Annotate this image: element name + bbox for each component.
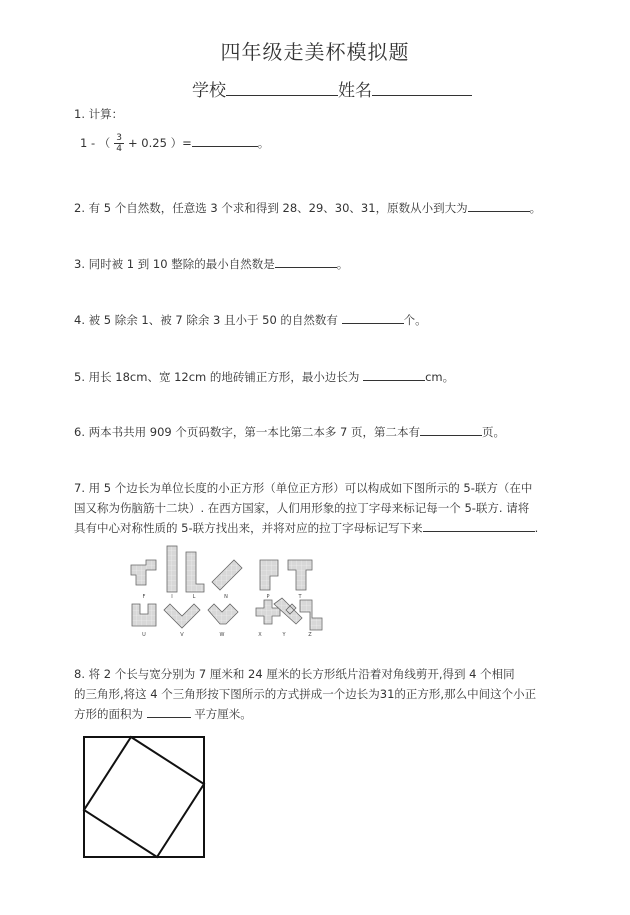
outer-square — [84, 737, 204, 857]
q3-end: 。 — [336, 257, 349, 271]
pentomino-F-shape — [131, 560, 156, 585]
pentomino-figure — [126, 540, 332, 640]
q3-question — [74, 254, 348, 274]
q8-line1: 8. 将 2 个长与宽分别为 7 厘米和 24 厘米的长方形纸片沿着对角线剪开,得到 4 个相同 — [74, 667, 515, 681]
pentomino-label-F: F — [142, 594, 146, 600]
pentomino-N-shape — [212, 560, 242, 590]
q2-end: 。 — [529, 201, 542, 215]
q2-answer-blank[interactable] — [468, 199, 530, 212]
pentomino-I-shape — [167, 546, 177, 592]
q8-line3-b: 平方厘米。 — [190, 707, 252, 721]
pentomino-label-X: X — [258, 632, 262, 638]
q1-frac-num: 3 — [116, 133, 123, 143]
q7-line1: 7. 用 5 个边长为单位长度的小正方形（单位正方形）可以构成如下图所示的 5-联方（在中 — [74, 481, 533, 495]
pentomino-label-Z: Z — [308, 632, 312, 638]
pentomino-label-W: W — [219, 632, 225, 638]
square-diagram — [82, 735, 206, 859]
q5-text: 5. 用长 18cm、宽 12cm 的地砖铺正方形，最小边长为 — [74, 370, 364, 384]
pentomino-label-V: V — [180, 632, 184, 638]
q4-answer-blank[interactable] — [342, 311, 404, 324]
name-blank[interactable] — [372, 81, 472, 96]
q1-mid: + 0.25 ）= — [128, 136, 192, 150]
q7-end: . — [534, 521, 539, 535]
pentomino-W-shape — [208, 604, 238, 624]
q3-answer-blank[interactable] — [275, 255, 337, 268]
inner-square — [84, 737, 204, 857]
q6-text: 6. 两本书共用 909 个页码数字，第一本比第二本多 7 页，第二本有 — [74, 425, 421, 439]
q6-question — [74, 422, 505, 442]
q2-text: 2. 有 5 个自然数，任意选 3 个求和得到 28、29、30、31，原数从小到大为 — [74, 201, 468, 215]
q1-expression — [80, 133, 269, 154]
q1-fraction — [114, 133, 124, 154]
pentomino-label-L: L — [192, 594, 196, 600]
page-title: 四年级走美杯模拟题 — [220, 40, 410, 64]
q8-line3-a: 方形的面积为 — [74, 707, 147, 721]
q4-end: 个。 — [403, 313, 427, 327]
q5-end: cm。 — [425, 370, 455, 384]
q2-question — [74, 198, 541, 218]
q3-text: 3. 同时被 1 到 10 整除的最小自然数是 — [74, 257, 275, 271]
q1-frac-den: 4 — [116, 144, 123, 154]
q6-answer-blank[interactable] — [420, 423, 482, 436]
q1-end: 。 — [257, 136, 270, 150]
q4-question — [74, 310, 427, 330]
pentomino-label-P: P — [266, 594, 270, 600]
q8-answer-blank[interactable] — [147, 705, 191, 718]
pentomino-U-shape — [132, 604, 156, 626]
q7-line2: 国又称为伤脑筋十二块）. 在西方国家，人们用形象的拉丁字母来标记每一个 5-联方. 请将 — [74, 501, 530, 515]
pentomino-label-T: T — [298, 594, 302, 600]
pentomino-T-shape — [288, 560, 312, 590]
pentomino-Z-shape — [300, 600, 322, 630]
name-label: 姓名 — [338, 81, 372, 101]
q5-answer-blank[interactable] — [363, 368, 425, 381]
pentomino-P-shape — [260, 560, 278, 590]
header-fields — [192, 76, 472, 101]
q7-line3 — [74, 518, 564, 538]
q1-answer-blank[interactable] — [192, 134, 258, 147]
pentomino-L-shape — [186, 552, 204, 592]
q7-line3-text: 具有中心对称性质的 5-联方找出来，并将对应的拉丁字母标记写下来 — [74, 521, 423, 535]
pentomino-label-N: N — [224, 594, 228, 600]
q8-line3 — [74, 704, 564, 724]
pentomino-label-Y: Y — [282, 632, 286, 638]
q7-answer-blank[interactable] — [423, 519, 535, 532]
q7-question — [74, 478, 564, 538]
q8-question — [74, 664, 564, 724]
school-label: 学校 — [192, 81, 226, 101]
q1-prefix: 1 - （ — [80, 136, 111, 150]
q6-end: 页。 — [482, 425, 506, 439]
q1-label: 1. 计算： — [74, 107, 124, 121]
q5-question — [74, 367, 454, 387]
pentomino-V-shape — [164, 604, 200, 628]
q8-line2: 的三角形,将这 4 个三角形按下图所示的方式拼成一个边长为31的正方形,那么中间这个小正 — [74, 687, 537, 701]
q4-text: 4. 被 5 除余 1、被 7 除余 3 且小于 50 的自然数有 — [74, 313, 342, 327]
pentomino-label-U: U — [142, 632, 146, 638]
pentomino-label-I: I — [171, 594, 173, 600]
school-blank[interactable] — [226, 81, 338, 96]
